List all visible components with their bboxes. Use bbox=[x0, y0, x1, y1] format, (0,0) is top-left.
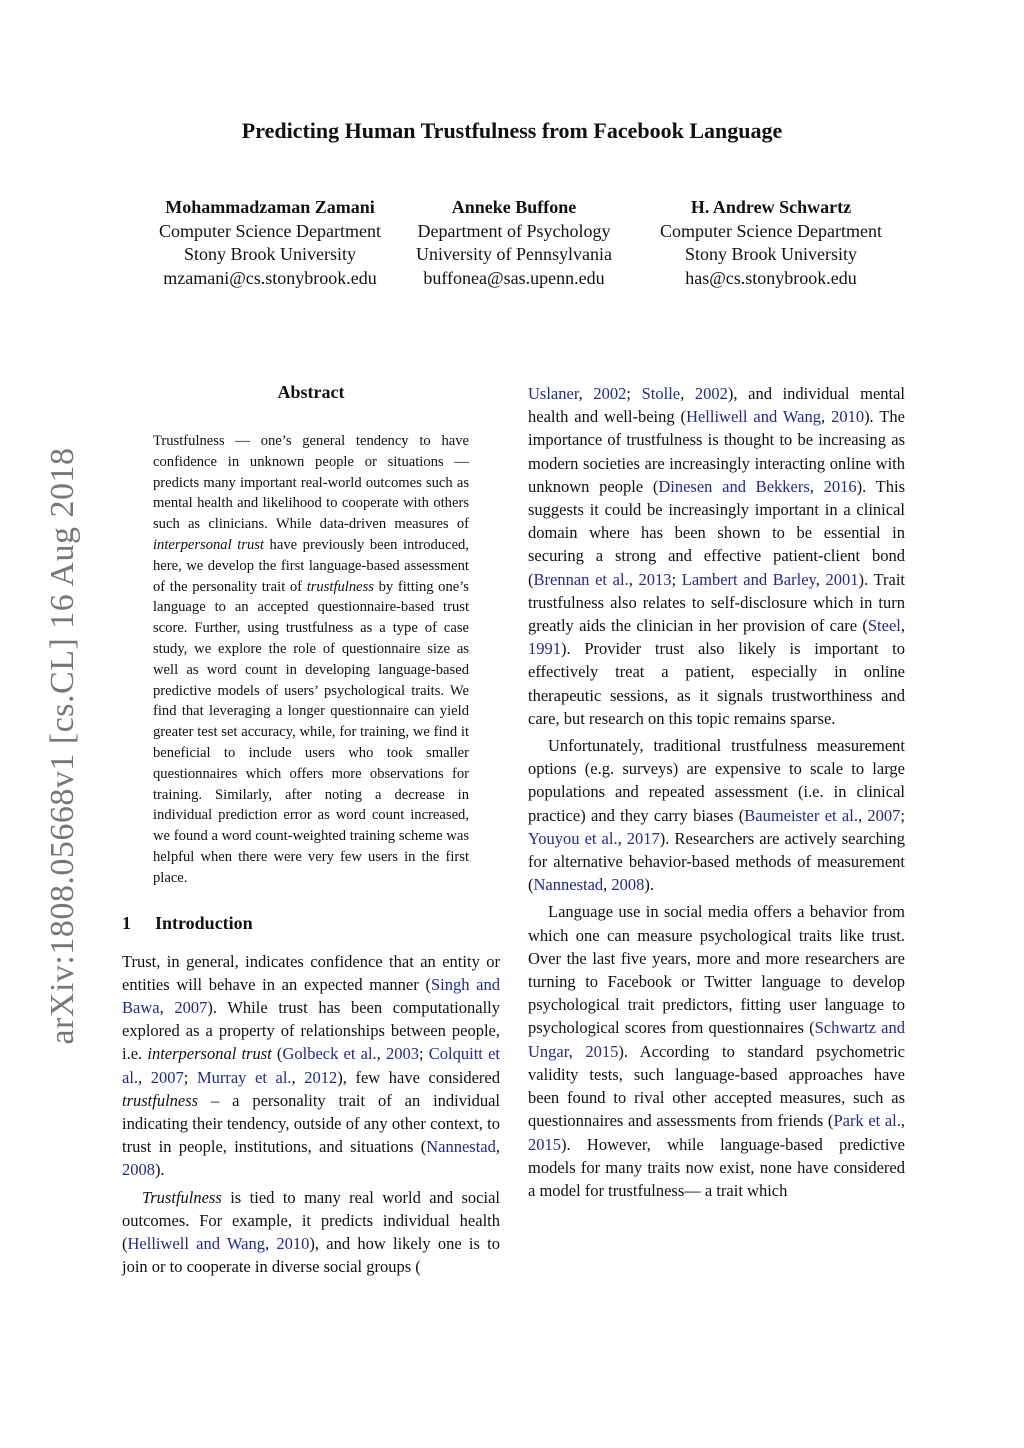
author-name: Mohammadzaman Zamani bbox=[165, 197, 375, 217]
citation-link[interactable]: Dinesen and Bekkers bbox=[658, 476, 810, 496]
author-email[interactable]: buffonea@sas.upenn.edu bbox=[423, 267, 605, 288]
citation-link[interactable]: 2007 bbox=[867, 805, 901, 825]
author-department: Computer Science Department bbox=[159, 220, 381, 241]
intro-body-left bbox=[122, 950, 500, 1279]
author-email[interactable]: mzamani@cs.stonybrook.edu bbox=[163, 267, 377, 288]
citation-link[interactable]: Murray et al. bbox=[196, 1067, 292, 1087]
citation-link[interactable]: Youyou et al. bbox=[528, 828, 618, 848]
author-2 bbox=[394, 196, 634, 290]
paragraph: Trustfulness is tied to many real world and social outcomes. For example, it predicts individual health (Helliwell and Wang, 2010), and how likely one is to join or to cooperate in diverse social groups ( bbox=[122, 1187, 500, 1277]
citation-link[interactable]: 2003 bbox=[386, 1044, 419, 1064]
citation-link[interactable]: 2013 bbox=[638, 569, 672, 589]
author-department: Computer Science Department bbox=[660, 220, 882, 241]
author-name: H. Andrew Schwartz bbox=[690, 197, 852, 217]
citation-link[interactable]: 2016 bbox=[823, 476, 857, 496]
citation-link[interactable]: Stolle bbox=[641, 384, 681, 403]
paragraph: Language use in social media offers a behavior from which one can measure psychological traits like trust. Over the last five years, more and more researchers are turning to Facebook or Twitter language to develop psychological trait predictors, fitting user language to psychological scores from questionnaires (Schwartz and Ungar, 2015). According to standard psychometric validity tests, such language-based approaches have been found to rival other accepted measures, such as questionnaires and assessments from friends (Park et al., 2015). However, while language-based predictive models for many traits now exist, none have considered a model for trustfulness— a trait which bbox=[528, 902, 906, 1200]
intro-body-right bbox=[528, 382, 905, 1202]
author-affiliation: University of Pennsylvania bbox=[416, 244, 612, 264]
citation-link[interactable]: 2007 bbox=[150, 1067, 184, 1087]
citation-link[interactable]: 2007 bbox=[174, 997, 208, 1017]
citation-link[interactable]: Schwartz and Ungar bbox=[528, 1018, 905, 1061]
section-heading-introduction bbox=[122, 913, 500, 934]
author-affiliation: Stony Brook University bbox=[684, 244, 857, 264]
citation-link[interactable]: Park et al. bbox=[833, 1111, 901, 1131]
abstract-heading: Abstract bbox=[277, 382, 345, 402]
citation-link[interactable]: Helliwell and Wang bbox=[686, 407, 821, 427]
paragraph-continued: Uslaner, 2002; Stolle, 2002), and individual mental health and well-being (Helliwell and Wang, 2010). The importance of trustfulness is thought to be increasing as modern societies are increasingly interacting online with unknown people (Dinesen and Bekkers, 2016). This suggests it could be increasingly important in a clinical domain where has been shown to be essential in securing a strong and effective patient-client bond (Brennan et al., 2013; Lambert and Barley, 2001). Trait trustfulness also relates to self-disclosure which in turn greatly aids the clinician in her provision of care (Steel, 1991). Provider trust also likely is important to effectively treat a patient, especially in online therapeutic sessions, as it signals trustworthiness and care, but research on this topic remains sparse. bbox=[528, 384, 906, 728]
citation-link[interactable]: Golbeck et al. bbox=[282, 1044, 377, 1064]
citation-link[interactable]: Nannestad bbox=[426, 1137, 496, 1157]
citation-link[interactable]: Nannestad bbox=[533, 875, 604, 895]
citation-link[interactable]: 2001 bbox=[825, 569, 859, 589]
author-department: Department of Psychology bbox=[417, 220, 611, 241]
citation-link[interactable]: 2017 bbox=[626, 828, 660, 848]
citation-link[interactable]: 2010 bbox=[276, 1233, 310, 1253]
citation-link[interactable]: Steel bbox=[867, 616, 901, 636]
author-name: Anneke Buffone bbox=[451, 197, 577, 217]
citation-link[interactable]: Baumeister et al. bbox=[744, 805, 858, 825]
citation-link[interactable]: Brennan et al. bbox=[533, 569, 629, 589]
paper-title: Predicting Human Trustfulness from Facebook Language bbox=[241, 118, 783, 143]
author-email[interactable]: has@cs.stonybrook.edu bbox=[685, 267, 857, 288]
citation-link[interactable]: 2008 bbox=[122, 1160, 155, 1180]
citation-link[interactable]: Helliwell and Wang bbox=[127, 1233, 266, 1253]
abstract-text: Trustfulness — one’s general tendency to have confidence in unknown people or situations — predicts many important real-world outcomes such as mental health and likelihood to cooperate with others such as clinicians. While data-driven measures of interpersonal trust have previously been introduced, here, we develop the first language-based assessment of the personality trait of trustfulness by fitting one’s language to an accepted questionnaire-based trust score. Further, using trustfulness as a type of case study, we explore the role of questionnaire size as well as word count in developing language-based predictive models of users’ psychological traits. We find that leveraging a longer questionnaire can yield greater test set accuracy, while, for training, we find it beneficial to include users who took smaller questionnaires which offers more observations for training. Similarly, after noting a decrease in individual prediction error as word count increased, we found a word count-weighted training scheme was helpful when there were very few users in the first place. bbox=[153, 433, 470, 886]
citation-link[interactable]: 2015 bbox=[528, 1134, 561, 1154]
author-3 bbox=[630, 196, 912, 290]
citation-link[interactable]: 2008 bbox=[611, 875, 645, 895]
citation-link[interactable]: 2002 bbox=[593, 384, 627, 403]
author-1 bbox=[122, 196, 418, 290]
citation-link[interactable]: 1991 bbox=[528, 639, 561, 659]
right-column bbox=[528, 382, 905, 1202]
citation-link[interactable]: 2010 bbox=[831, 407, 865, 427]
citation-link[interactable]: Lambert and Barley bbox=[681, 569, 816, 589]
citation-link[interactable]: 2015 bbox=[585, 1041, 619, 1061]
section-title: Introduction bbox=[155, 912, 253, 933]
arxiv-identifier[interactable]: arXiv:1808.05668v1 [cs.CL] 16 Aug 2018 bbox=[44, 447, 81, 1045]
citation-link[interactable]: Uslaner bbox=[528, 384, 579, 403]
citation-link[interactable]: Singh and Bawa bbox=[122, 974, 500, 1017]
paragraph: Trust, in general, indicates confidence that an entity or entities will behave in an expected manner (Singh and Bawa, 2007). While trust has been computationally explored as a property of relationships between people, i.e. interpersonal trust (Golbeck et al., 2003; Colquitt et al., 2007; Murray et al., 2012), few have considered trustfulness – a personality trait of an individual indicating their tendency, outside of any other context, to trust in people, institutions, and situations (Nannestad, 2008). bbox=[122, 951, 501, 1180]
paragraph: Unfortunately, traditional trustfulness measurement options (e.g. surveys) are expensive to scale to large populations and repeated assessment (i.e. in clinical practice) and they carry biases (Baumeister et al., 2007; Youyou et al., 2017). Researchers are actively searching for alternative behavior-based methods of measurement (Nannestad, 2008). bbox=[528, 736, 906, 895]
author-affiliation: Stony Brook University bbox=[183, 244, 356, 264]
left-column bbox=[122, 380, 500, 1278]
citation-link[interactable]: 2002 bbox=[694, 384, 728, 403]
section-number: 1 bbox=[122, 912, 131, 933]
citation-link[interactable]: Colquitt et al. bbox=[122, 1044, 500, 1087]
citation-link[interactable]: 2012 bbox=[304, 1067, 338, 1087]
